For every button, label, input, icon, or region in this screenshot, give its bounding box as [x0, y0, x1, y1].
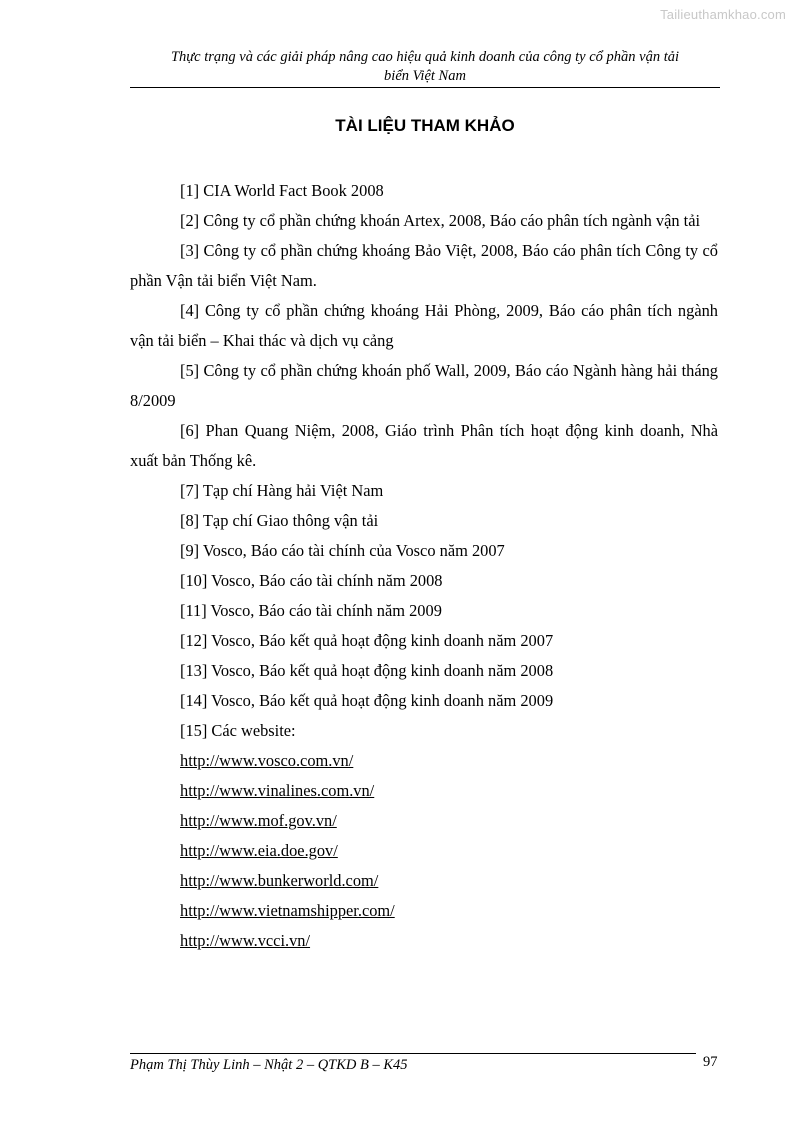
reference-item: [7] Tạp chí Hàng hải Việt Nam: [180, 481, 384, 500]
reference-item: [12] Vosco, Báo kết quả hoạt động kinh doanh năm 2007: [180, 631, 554, 650]
website-link-vcci[interactable]: http://www.vcci.vn/: [180, 931, 311, 950]
page-title: TÀI LIỆU THAM KHẢO: [335, 116, 515, 135]
reference-item: [3] Công ty cổ phần chứng khoáng Bảo Việt, 2008, Báo cáo phân tích Công ty cổ phần Vận tải biển Việt Nam.: [130, 241, 718, 290]
reference-item: [15] Các website:: [180, 721, 296, 740]
header-line-2: biển Việt Nam: [384, 68, 466, 84]
reference-item: [14] Vosco, Báo kết quả hoạt động kinh doanh năm 2009: [180, 691, 554, 710]
reference-item: [10] Vosco, Báo cáo tài chính năm 2008: [180, 571, 443, 590]
reference-list: [130, 176, 718, 956]
website-link-bunkerworld[interactable]: http://www.bunkerworld.com/: [180, 871, 379, 890]
page-number: 97: [703, 1054, 718, 1070]
header-rule: [130, 87, 720, 88]
watermark: Tailieuthamkhao.com: [660, 7, 786, 22]
header-line-1: Thực trạng và các giải pháp nâng cao hiệu quả kinh doanh của công ty cổ phần vận tải: [170, 49, 680, 65]
reference-item: [1] CIA World Fact Book 2008: [180, 181, 384, 200]
reference-item: [8] Tạp chí Giao thông vận tải: [180, 511, 379, 530]
website-link-vinalines[interactable]: http://www.vinalines.com.vn/: [180, 781, 375, 800]
website-link-vietnamshipper[interactable]: http://www.vietnamshipper.com/: [180, 901, 395, 920]
reference-item: [13] Vosco, Báo kết quả hoạt động kinh doanh năm 2008: [180, 661, 554, 680]
reference-item: [11] Vosco, Báo cáo tài chính năm 2009: [180, 601, 442, 620]
website-link-mof[interactable]: http://www.mof.gov.vn/: [180, 811, 337, 830]
footer-rule: [130, 1053, 696, 1054]
reference-item: [4] Công ty cổ phần chứng khoáng Hải Phòng, 2009, Báo cáo phân tích ngành vận tải biển – Khai thác và dịch vụ cảng: [130, 301, 718, 350]
reference-item: [6] Phan Quang Niệm, 2008, Giáo trình Phân tích hoạt động kinh doanh, Nhà xuất bản Thống kê.: [130, 421, 718, 470]
reference-item: [2] Công ty cổ phần chứng khoán Artex, 2008, Báo cáo phân tích ngành vận tải: [180, 211, 701, 230]
website-link-vosco[interactable]: http://www.vosco.com.vn/: [180, 751, 354, 770]
reference-item: [5] Công ty cổ phần chứng khoán phố Wall, 2009, Báo cáo Ngành hàng hải tháng 8/2009: [130, 361, 718, 410]
website-link-eia[interactable]: http://www.eia.doe.gov/: [180, 841, 338, 860]
footer-author: Phạm Thị Thùy Linh – Nhật 2 – QTKD B – K45: [130, 1057, 408, 1073]
running-header: [130, 48, 720, 86]
reference-item: [9] Vosco, Báo cáo tài chính của Vosco năm 2007: [180, 541, 505, 560]
